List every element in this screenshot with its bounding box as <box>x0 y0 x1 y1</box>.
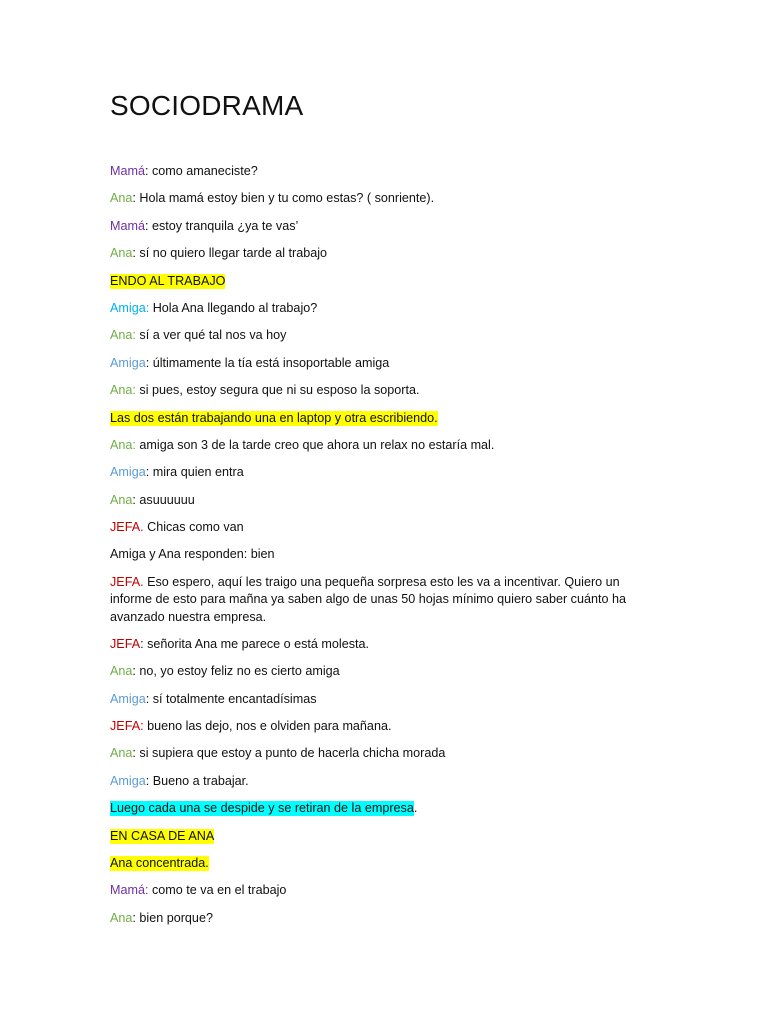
stage-direction: Luego cada una se despide y se retiran de la empresa. <box>110 801 418 816</box>
line-text: como te va en el trabajo <box>152 883 287 898</box>
speaker-amiga: Amiga <box>110 691 146 706</box>
scene-heading-highlight: EN CASA DE ANA <box>110 828 215 843</box>
line-text: si supiera que estoy a punto de hacerla chicha morada <box>139 746 446 761</box>
dialogue-line: Ana: asuuuuuu <box>110 492 195 507</box>
speaker-ana: Ana <box>110 191 133 206</box>
dialogue-line: Amiga: sí totalmente encantadísimas <box>110 691 317 706</box>
speaker-ana: Ana: <box>110 383 136 398</box>
stage-direction-highlight: Ana concentrada. <box>110 855 209 870</box>
line-text: señorita Ana me parece o está molesta. <box>147 636 370 651</box>
scene-heading <box>110 828 655 846</box>
speaker-jefa: JEFA. <box>110 520 144 535</box>
stage-direction-highlight: Luego cada una se despide y se retiran de la empresa <box>110 801 414 816</box>
speaker-ana: Ana <box>110 746 133 761</box>
line-text: como amaneciste? <box>152 164 258 178</box>
stage-direction <box>110 410 655 428</box>
speaker-mama: Mamá: <box>110 883 149 898</box>
line-text: bien porque? <box>139 910 213 925</box>
dialogue-line: Amiga: Bueno a trabajar. <box>110 773 249 788</box>
speaker-amiga: Amiga: <box>110 300 150 315</box>
speaker-amiga: Amiga <box>110 355 146 370</box>
line-text: sí a ver qué tal nos va hoy <box>139 328 287 343</box>
dialogue-line <box>110 519 655 537</box>
line-text: últimamente la tía está insoportable amiga <box>152 355 390 370</box>
dialogue-line: Amiga: últimamente la tía está insoportable amiga <box>110 355 390 370</box>
speaker-mama: Mamá <box>110 218 145 233</box>
speaker-mama: Mamá <box>110 164 145 178</box>
line-text: sí no quiero llegar tarde al trabajo <box>139 246 328 261</box>
dialogue-line: Ana: no, yo estoy feliz no es cierto amiga <box>110 664 340 679</box>
dialogue-line: Ana: bien porque? <box>110 910 213 925</box>
stage-direction <box>110 855 655 873</box>
line-text: mira quien entra <box>152 465 244 480</box>
speaker-ana: Ana: <box>110 328 136 343</box>
speaker-ana: Ana <box>110 664 133 679</box>
line-text: Hola mamá estoy bien y tu como estas? ( sonriente). <box>139 191 435 206</box>
dialogue-line <box>110 882 655 900</box>
dialogue-line <box>110 718 655 736</box>
dialogue-line: JEFA: señorita Ana me parece o está molesta. <box>110 636 370 651</box>
line-text: Chicas como van <box>147 520 244 535</box>
dialogue-line <box>110 300 655 318</box>
dialogue-line: Mamá: como amaneciste? <box>110 164 258 178</box>
speaker-amiga: Amiga <box>110 773 146 788</box>
dialogue-line <box>110 327 655 345</box>
line-text: Eso espero, aquí les traigo una pequeña sorpresa esto les va a incentivar. Quiero un informe de esto para mañna ya saben algo de unas 50 hojas mínimo quiero saber cuánto ha avanzado nuestra empresa. <box>110 574 626 624</box>
dialogue-line: Ana: sí no quiero llegar tarde al trabajo <box>110 246 328 261</box>
dialogue-line <box>110 437 655 455</box>
dialogue-line: Amiga: mira quien entra <box>110 465 244 480</box>
speaker-ana: Ana <box>110 910 133 925</box>
stage-direction-highlight: Las dos están trabajando una en laptop y otra escribiendo. <box>110 410 438 425</box>
dialogue-line: Ana: Hola mamá estoy bien y tu como estas? ( sonriente). <box>110 191 435 206</box>
dialogue-line: Ana: si supiera que estoy a punto de hacerla chicha morada <box>110 746 446 761</box>
dialogue-lines <box>110 163 655 937</box>
line-text: no, yo estoy feliz no es cierto amiga <box>139 664 340 679</box>
speaker-ana: Ana <box>110 246 133 261</box>
speaker-jefa: JEFA <box>110 636 141 651</box>
line-text: Hola Ana llegando al trabajo? <box>152 300 318 315</box>
line-text: bueno las dejo, nos e olviden para mañana. <box>147 719 392 734</box>
line-text: Bueno a trabajar. <box>152 773 249 788</box>
line-text: sí totalmente encantadísimas <box>152 691 317 706</box>
line-text: Amiga y Ana responden: bien <box>110 547 275 562</box>
dialogue-line <box>110 546 655 564</box>
speaker-ana: Ana <box>110 492 133 507</box>
stage-direction <box>110 273 655 291</box>
dialogue-line <box>110 574 655 627</box>
speaker-ana: Ana: <box>110 437 136 452</box>
speaker-amiga: Amiga <box>110 465 146 480</box>
speaker-jefa: JEFA: <box>110 719 144 734</box>
line-text: si pues, estoy segura que ni su esposo la soporta. <box>139 383 420 398</box>
dialogue-line: Mamá: estoy tranquila ¿ya te vas’ <box>110 218 299 233</box>
stage-direction-highlight: ENDO AL TRABAJO <box>110 273 226 288</box>
dialogue-line <box>110 382 655 400</box>
line-text: amiga son 3 de la tarde creo que ahora un relax no estaría mal. <box>139 437 495 452</box>
line-text: estoy tranquila ¿ya te vas’ <box>152 218 299 233</box>
document-title: SOCIODRAMA <box>110 90 304 121</box>
speaker-jefa: JEFA. <box>110 574 144 589</box>
line-text: asuuuuuu <box>139 492 195 507</box>
